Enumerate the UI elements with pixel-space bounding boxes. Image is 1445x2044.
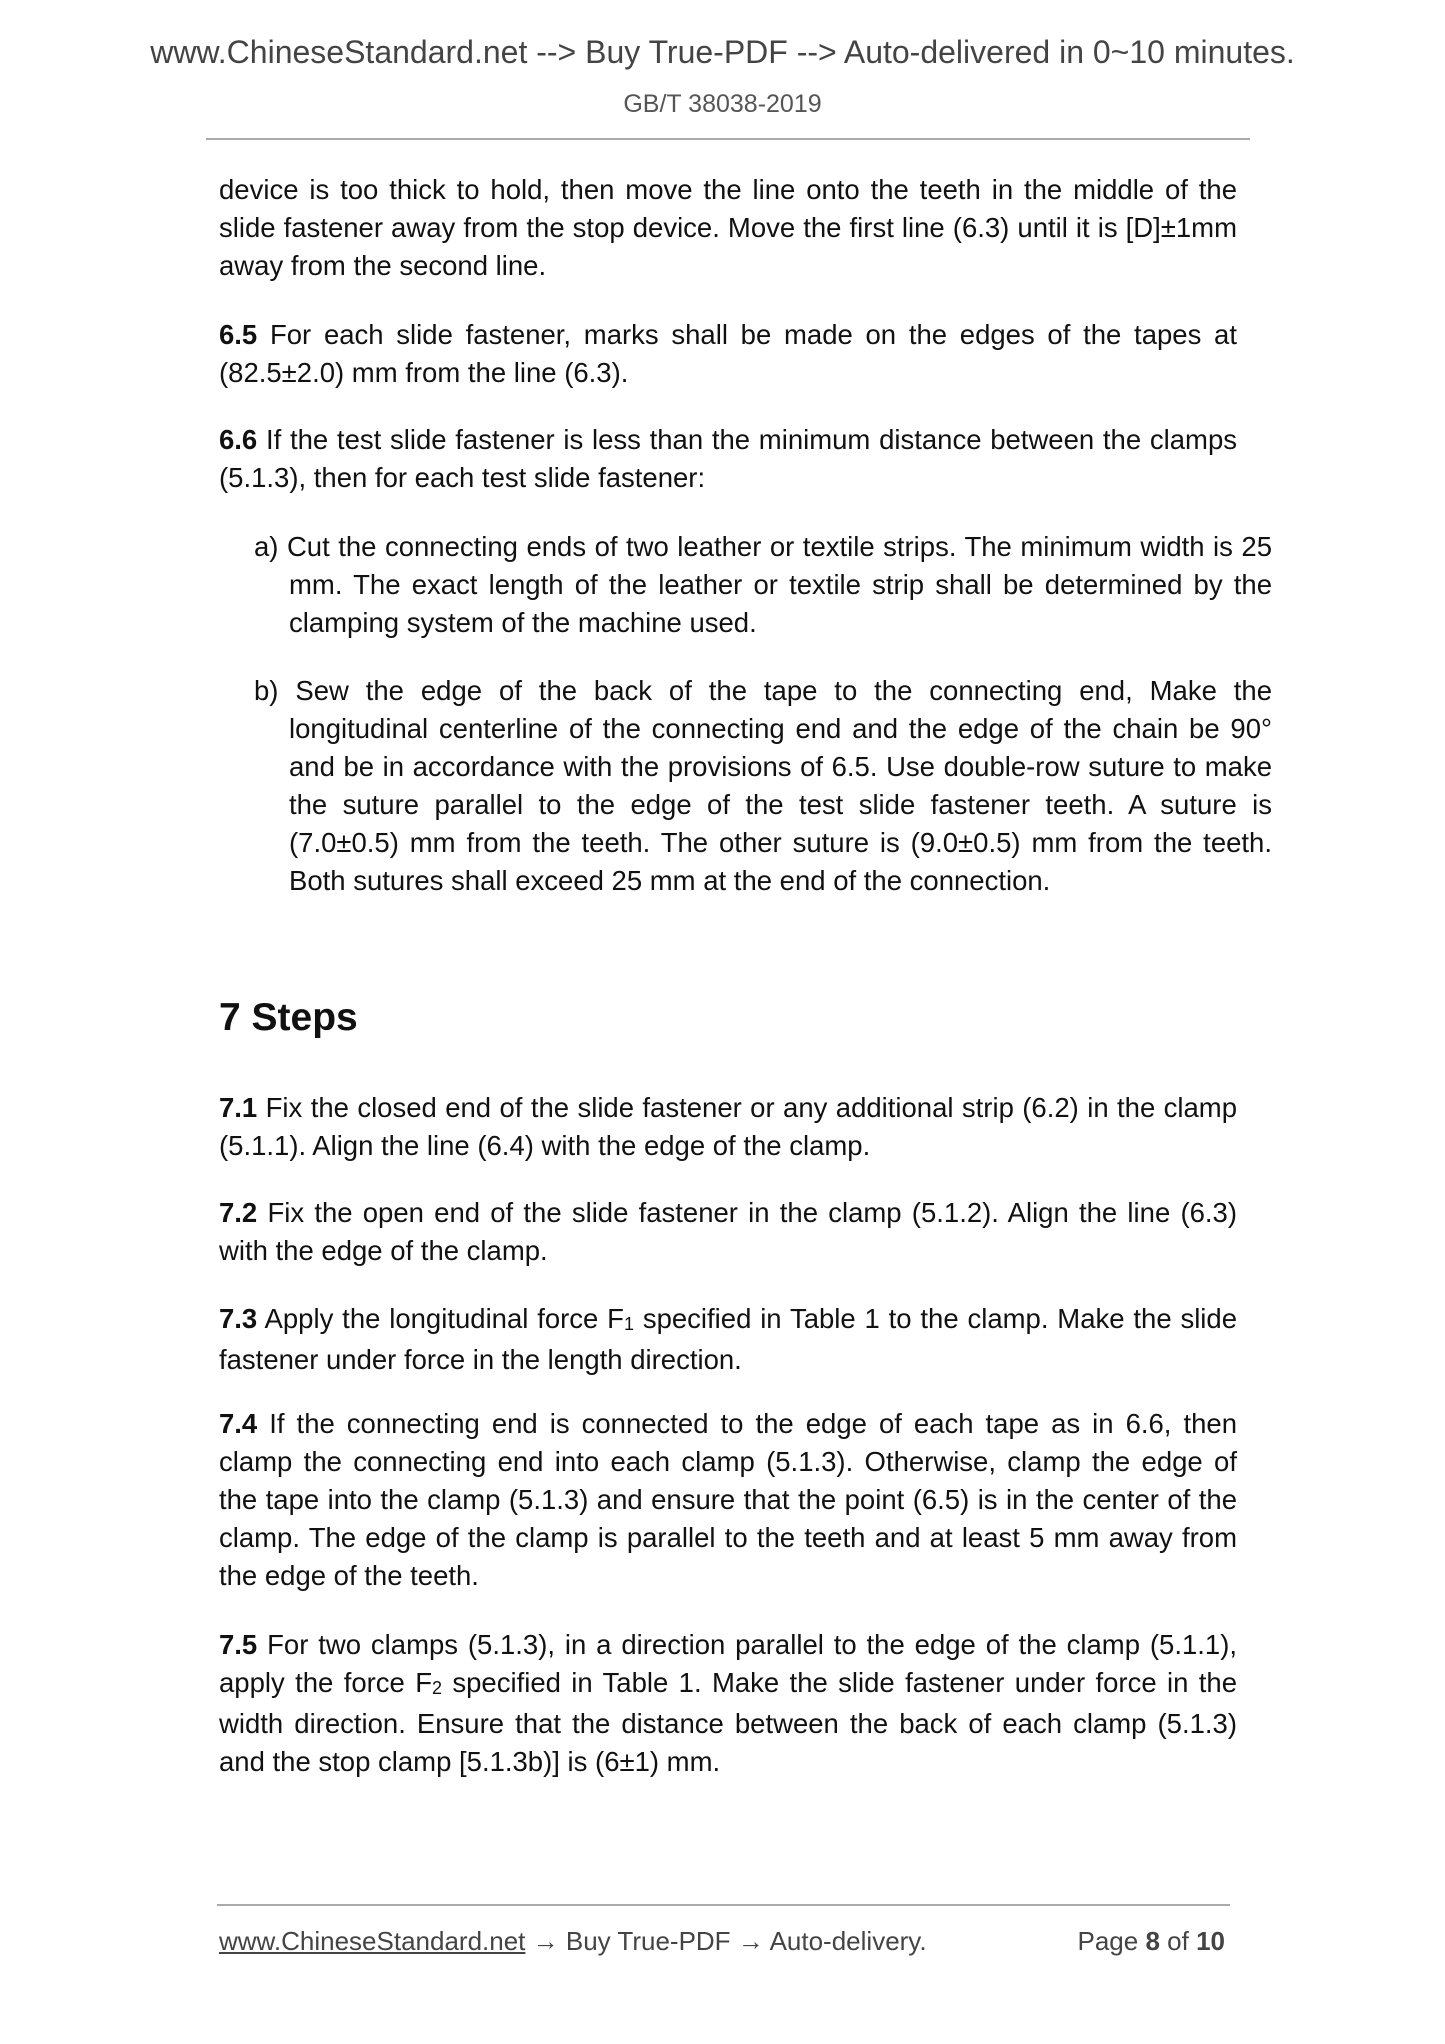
clause-number: 7.5 bbox=[219, 1629, 258, 1660]
clause-number: 7.3 bbox=[219, 1303, 258, 1334]
list-item-a: a) Cut the connecting ends of two leather or textile strips. The minimum width is 25 mm. The exact length of the leather or textile strip shall be determined by the clamping system of the machine used. bbox=[254, 531, 1272, 638]
footer-link[interactable]: www.ChineseStandard.net bbox=[219, 1926, 526, 1956]
header-divider bbox=[206, 138, 1250, 140]
clause-number: 7.1 bbox=[219, 1092, 258, 1123]
clause-text: Fix the closed end of the slide fastener or any additional strip (6.2) in the clamp (5.1.1). Align the line (6.4) with the edge of the clamp. bbox=[219, 1092, 1237, 1161]
top-banner: www.ChineseStandard.net --> Buy True-PDF --> Auto-delivered in 0~10 minutes. bbox=[150, 34, 1295, 70]
subscript: 1 bbox=[623, 1314, 634, 1334]
clause-text: Fix the open end of the slide fastener in the clamp (5.1.2). Align the line (6.3) with the edge of the clamp. bbox=[219, 1197, 1237, 1266]
clause-7-5 bbox=[219, 1626, 1237, 1781]
document-code: GB/T 38038-2019 bbox=[623, 90, 822, 118]
clause-text: Apply the longitudinal force F bbox=[257, 1303, 624, 1334]
clause-number: 7.2 bbox=[219, 1197, 258, 1228]
clause-7-3 bbox=[219, 1300, 1237, 1379]
clause-7-1 bbox=[219, 1089, 1237, 1165]
clause-text: If the connecting end is connected to the edge of each tape as in 6.6, then clamp the connecting end into each clamp (5.1.3). Otherwise, clamp the edge of the tape into the clamp (5.1.3) and ensure that the point (6.5) is in the center of the clamp. The edge of the clamp is parallel to the teeth and at least 5 mm away from the edge of the teeth. bbox=[219, 1408, 1237, 1591]
clause-number: 7.4 bbox=[219, 1408, 258, 1439]
list-item-b: b) Sew the edge of the back of the tape to the connecting end, Make the longitudinal centerline of the connecting end and the edge of the chain be 90° and be in accordance with the provisions of 6.5. Use double-row suture to make the suture parallel to the edge of the test slide fastener teeth. A suture is (7.0±0.5) mm from the teeth. The other suture is (9.0±0.5) mm from the teeth. Both sutures shall exceed 25 mm at the end of the connection. bbox=[254, 675, 1272, 896]
footer-text: → Buy True-PDF → Auto-delivery. bbox=[525, 1926, 927, 1956]
clause-7-2 bbox=[219, 1194, 1237, 1270]
footer-divider bbox=[217, 1904, 1230, 1906]
clause-text: specified in Table 1. Make the slide fastener under force in the width direction. Ensure that the distance between the back of each clamp (5.1.3) and the stop clamp [5.1.3b)] is (6±1) mm. bbox=[219, 1667, 1237, 1777]
page-total: 10 bbox=[1196, 1926, 1225, 1956]
section-heading: 7 Steps bbox=[219, 996, 358, 1039]
clause-6-5 bbox=[219, 316, 1237, 392]
of-label: of bbox=[1167, 1926, 1189, 1956]
clause-number: 6.6 bbox=[219, 424, 258, 455]
footer-promo bbox=[219, 1926, 927, 1957]
page-number: 8 bbox=[1145, 1926, 1160, 1956]
page-indicator bbox=[1077, 1926, 1225, 1957]
subscript: 2 bbox=[432, 1678, 443, 1698]
clause-6-6 bbox=[219, 421, 1237, 497]
paragraph-continued: device is too thick to hold, then move the line onto the teeth in the middle of the slide fastener away from the stop device. Move the first line (6.3) until it is [D]±1mm away from the second line. bbox=[219, 174, 1237, 281]
clause-number: 6.5 bbox=[219, 319, 258, 350]
page-label: Page bbox=[1077, 1926, 1139, 1956]
clause-text: If the test slide fastener is less than the minimum distance between the clamps (5.1.3), then for each test slide fastener: bbox=[219, 424, 1237, 493]
clause-text: For two clamps (5.1.3), in a direction parallel to the edge of the clamp (5.1.1), apply the force F bbox=[219, 1629, 1237, 1698]
clause-7-4 bbox=[219, 1405, 1237, 1595]
clause-text: For each slide fastener, marks shall be made on the edges of the tapes at (82.5±2.0) mm from the line (6.3). bbox=[219, 319, 1237, 388]
clause-text: specified in Table 1 to the clamp. Make the slide fastener under force in the length direction. bbox=[219, 1303, 1238, 1375]
